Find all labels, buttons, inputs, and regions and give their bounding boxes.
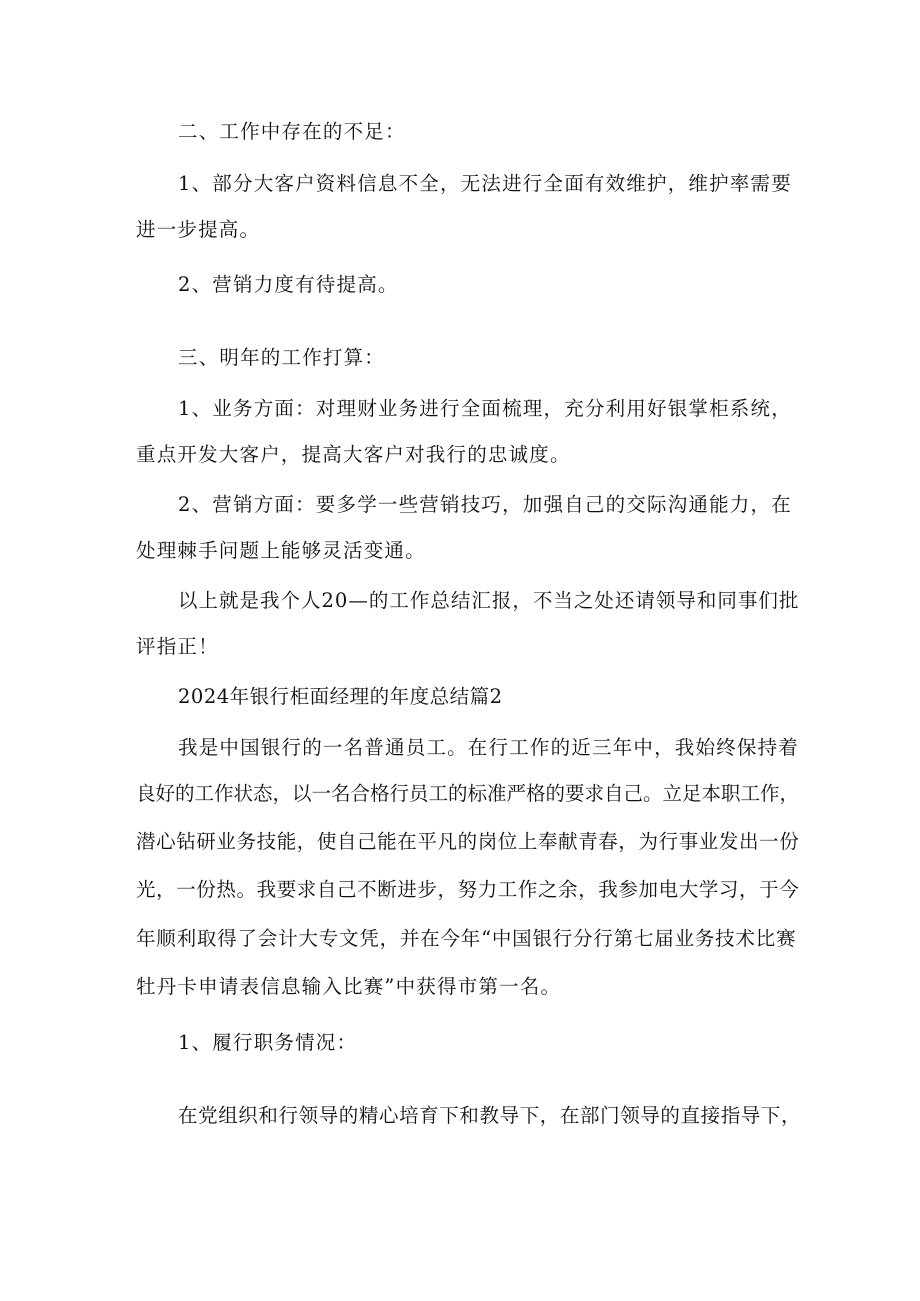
paragraph-line: 评指正！ bbox=[136, 635, 219, 658]
article-title: 2024年银行柜面经理的年度总结篇2 bbox=[178, 685, 503, 708]
paragraph-line: 2、营销方面：要多学一些营销技巧，加强自己的交际沟通能力，在 bbox=[178, 493, 792, 516]
paragraph-line: 1、业务方面：对理财业务进行全面梳理，充分利用好银掌柜系统， bbox=[178, 397, 792, 420]
paragraph-line: 处理棘手问题上能够灵活变通。 bbox=[136, 539, 426, 562]
paragraph-line: 潜心钻研业务技能，使自己能在平凡的岗位上奉献青春，为行事业发出一份 bbox=[136, 830, 800, 853]
paragraph-line: 2、营销力度有待提高。 bbox=[178, 273, 399, 296]
paragraph-line: 良好的工作状态，以一名合格行员工的标准严格的要求自己。立足本职工作， bbox=[136, 782, 800, 805]
section-heading-next-year-plan: 三、明年的工作打算： bbox=[178, 346, 386, 369]
paragraph-line: 光，一份热。我要求自己不断进步，努力工作之余，我参加电大学习，于今 bbox=[136, 878, 800, 901]
paragraph-line: 牡丹卡申请表信息输入比赛”中获得市第一名。 bbox=[136, 975, 562, 998]
paragraph-line: 1、部分大客户资料信息不全，无法进行全面有效维护，维护率需要 bbox=[178, 172, 792, 195]
paragraph-line: 重点开发大客户，提高大客户对我行的忠诚度。 bbox=[136, 443, 571, 466]
section-heading-duties: 1、履行职务情况： bbox=[178, 1031, 358, 1054]
paragraph-line: 在党组织和行领导的精心培育下和教导下，在部门领导的直接指导下， bbox=[178, 1104, 802, 1127]
section-heading-shortcomings: 二、工作中存在的不足： bbox=[178, 120, 406, 143]
paragraph-line: 我是中国银行的一名普通员工。在行工作的近三年中，我始终保持着 bbox=[178, 736, 800, 759]
paragraph-line: 年顺利取得了会计大专文凭，并在今年“中国银行分行第七届业务技术比赛 bbox=[136, 927, 797, 950]
paragraph-line: 进一步提高。 bbox=[136, 218, 261, 241]
paragraph-line: 以上就是我个人20—的工作总结汇报，不当之处还请领导和同事们批 bbox=[178, 589, 800, 612]
